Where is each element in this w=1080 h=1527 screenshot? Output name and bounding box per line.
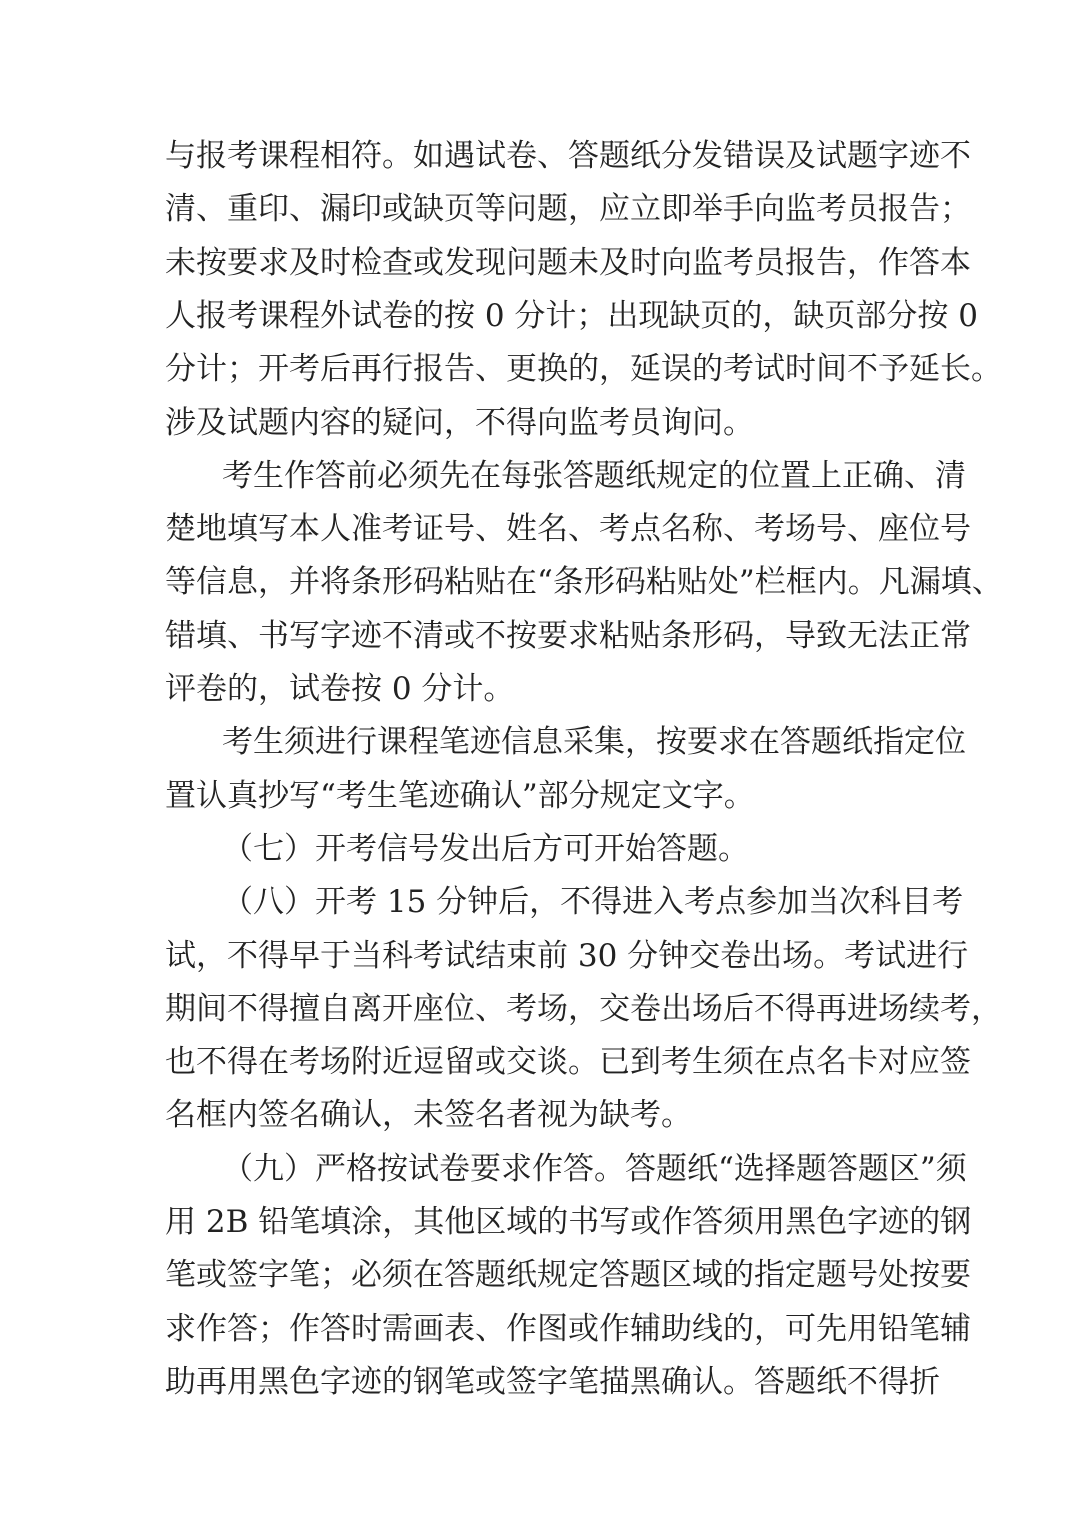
text-line: 名框内签名确认，未签名者视为缺考。 — [165, 1097, 692, 1134]
section-heading-9: （九）严格按试卷要求作答。答题纸“选择题答题区”须 — [222, 1150, 967, 1187]
text-line: 人报考课程外试卷的按 0 分计；出现缺页的，缺页部分按 0 — [165, 297, 979, 334]
text-line: 与报考课程相符。如遇试卷、答题纸分发错误及试题字迹不 — [165, 138, 971, 174]
text-line: 置认真抄写“考生笔迹确认”部分规定文字。 — [165, 777, 755, 814]
text-line: 用 2B 铅笔填涂，其他区域的书写或作答须用黑色字迹的钢 — [165, 1204, 972, 1240]
text-line: 助再用黑色字迹的钢笔或签字笔描黑确认。答题纸不得折 — [165, 1363, 940, 1400]
paragraph-first-line: 考生须进行课程笔迹信息采集，按要求在答题纸指定位 — [222, 724, 966, 761]
text-line: 笔或签字笔；必须在答题纸规定答题区域的指定题号处按要 — [165, 1257, 971, 1294]
text-line: 期间不得擅自离开座位、考场，交卷出场后不得再进场续考， — [165, 990, 1002, 1027]
text-line: 求作答；作答时需画表、作图或作辅助线的，可先用铅笔辅 — [165, 1310, 971, 1347]
text-line: 清、重印、漏印或缺页等问题，应立即举手向监考员报告； — [165, 191, 971, 228]
paragraph-first-line: 考生作答前必须先在每张答题纸规定的位置上正确、清 — [222, 457, 966, 494]
text-line: 也不得在考场附近逗留或交谈。已到考生须在点名卡对应签 — [165, 1044, 971, 1081]
section-heading-8: （八）开考 15 分钟后，不得进入考点参加当次科目考 — [222, 884, 964, 921]
text-line: 分计；开考后再行报告、更换的，延误的考试时间不予延长。 — [165, 351, 1002, 388]
text-line: 等信息，并将条形码粘贴在“条形码粘贴处”栏框内。凡漏填、 — [165, 564, 1003, 601]
text-line: 涉及试题内容的疑问，不得向监考员询问。 — [165, 404, 754, 441]
text-line: 未按要求及时检查或发现问题未及时向监考员报告，作答本 — [165, 244, 971, 281]
text-line: 评卷的，试卷按 0 分计。 — [165, 671, 515, 707]
text-line: 试，不得早于当科考试结束前 30 分钟交卷出场。考试进行 — [165, 937, 969, 974]
text-line: 楚地填写本人准考证号、姓名、考点名称、考场号、座位号 — [165, 511, 971, 548]
section-heading-7: （七）开考信号发出后方可开始答题。 — [222, 830, 749, 867]
text-line: 错填、书写字迹不清或不按要求粘贴条形码，导致无法正常 — [165, 617, 971, 654]
